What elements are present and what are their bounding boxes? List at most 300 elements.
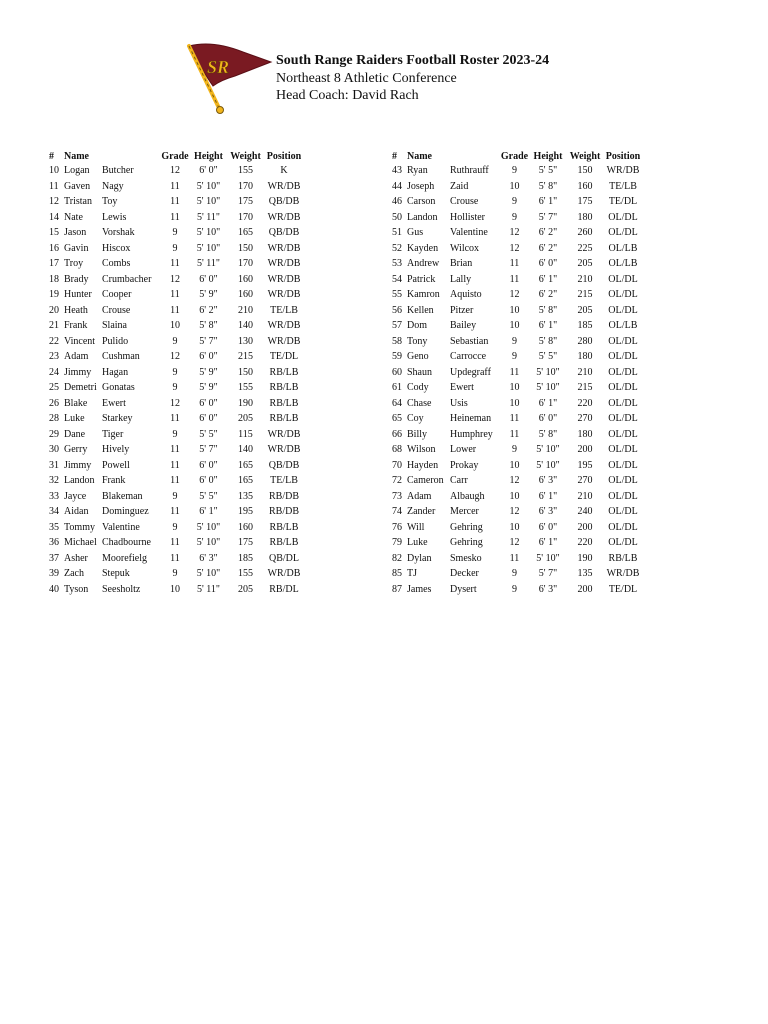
table-row (392, 442, 642, 458)
player-number: 55 (392, 289, 402, 301)
player-height: 5' 10" (196, 521, 221, 533)
player-grade: 10 (509, 320, 520, 332)
player-last-name: Hively (102, 444, 130, 456)
player-number: 43 (392, 165, 402, 177)
table-row (392, 179, 642, 195)
player-height: 5' 10" (196, 180, 221, 192)
player-last-name: Ewert (102, 397, 126, 409)
player-grade: 9 (172, 521, 178, 533)
table-row (49, 210, 304, 226)
player-first-name: Zander (407, 506, 436, 518)
player-last-name: Valentine (102, 521, 140, 533)
player-height: 5' 8" (538, 304, 558, 316)
player-number: 23 (49, 351, 59, 363)
player-position: QB/DL (269, 552, 299, 564)
player-position: WR/DB (606, 165, 640, 177)
player-position: WR/DB (267, 211, 301, 223)
player-number: 52 (392, 242, 402, 254)
player-weight: 180 (577, 428, 593, 440)
player-position: OL/DL (608, 475, 638, 487)
table-row (392, 582, 642, 598)
table-row (49, 163, 304, 179)
player-first-name: Joseph (407, 180, 435, 192)
player-height: 6' 0" (199, 459, 218, 471)
player-first-name: Brady (64, 273, 89, 285)
player-height: 5' 7" (538, 568, 558, 580)
player-last-name: Ewert (450, 382, 474, 394)
player-first-name: Andrew (407, 258, 440, 270)
player-grade: 12 (170, 397, 180, 409)
player-height: 6' 3" (538, 583, 558, 595)
player-grade: 10 (170, 320, 180, 332)
player-first-name: James (407, 583, 432, 595)
table-row (392, 551, 642, 567)
player-first-name: Zach (64, 568, 84, 580)
player-position: WR/DB (267, 273, 301, 285)
player-grade: 11 (170, 304, 180, 316)
player-number: 10 (49, 165, 59, 177)
player-height: 5' 9" (199, 289, 218, 301)
player-position: OL/DL (608, 521, 638, 533)
player-number: 24 (49, 366, 59, 378)
player-height: 5' 10" (536, 366, 560, 378)
player-number: 87 (392, 583, 402, 595)
player-height: 6' 1" (538, 196, 558, 208)
table-row (49, 551, 304, 567)
player-height: 6' 0" (199, 475, 218, 487)
player-grade: 9 (172, 382, 178, 394)
player-last-name: Vorshak (102, 227, 135, 239)
table-row (49, 272, 304, 288)
player-first-name: Coy (407, 413, 424, 425)
player-height: 5' 5" (199, 490, 218, 502)
player-position: OL/DL (608, 382, 638, 394)
player-grade: 10 (509, 459, 520, 471)
player-height: 6' 1" (538, 320, 558, 332)
player-weight: 205 (238, 583, 253, 595)
player-first-name: Shaun (407, 366, 432, 378)
conference-name: Northeast 8 Athletic Conference (276, 71, 457, 86)
player-height: 5' 11" (196, 211, 220, 223)
player-number: 33 (49, 490, 59, 502)
player-weight: 175 (238, 537, 253, 549)
player-last-name: Mercer (450, 506, 479, 518)
player-position: OL/LB (608, 242, 638, 254)
logo-letters: SR (207, 57, 230, 77)
player-weight: 260 (577, 227, 593, 239)
table-row (49, 473, 304, 489)
roster-table-right (392, 149, 642, 597)
player-grade: 12 (170, 165, 180, 177)
player-number: 61 (392, 382, 402, 394)
player-grade: 11 (170, 258, 180, 270)
player-height: 5' 5" (199, 428, 218, 440)
player-last-name: Ruthrauff (450, 165, 489, 177)
col-name: Name (407, 150, 432, 162)
col-position: Position (605, 150, 641, 162)
player-weight: 165 (238, 227, 253, 239)
player-grade: 11 (509, 428, 520, 440)
player-first-name: Luke (64, 413, 85, 425)
player-height: 6' 1" (538, 273, 558, 285)
table-row (49, 194, 304, 210)
player-height: 6' 2" (538, 227, 558, 239)
player-position: OL/DL (608, 428, 638, 440)
player-grade: 11 (170, 459, 180, 471)
player-number: 20 (49, 304, 59, 316)
player-weight: 140 (238, 444, 253, 456)
player-first-name: Tony (407, 335, 428, 347)
table-row (49, 365, 304, 381)
player-last-name: Gonatas (102, 382, 135, 394)
player-first-name: Wilson (407, 444, 436, 456)
player-number: 39 (49, 568, 59, 580)
player-weight: 215 (577, 382, 593, 394)
table-row (49, 303, 304, 319)
player-weight: 160 (238, 521, 253, 533)
player-grade: 10 (509, 490, 520, 502)
player-number: 46 (392, 196, 402, 208)
player-height: 6' 2" (538, 242, 558, 254)
col-weight: Weight (569, 150, 601, 162)
player-number: 50 (392, 211, 402, 223)
player-grade: 12 (509, 475, 520, 487)
player-position: OL/DL (608, 289, 638, 301)
player-number: 14 (49, 211, 59, 223)
player-weight: 200 (577, 521, 593, 533)
player-last-name: Crouse (450, 196, 479, 208)
table-row (392, 396, 642, 412)
player-position: OL/DL (608, 397, 638, 409)
player-weight: 200 (577, 444, 593, 456)
player-grade: 11 (509, 366, 520, 378)
player-last-name: Slaina (102, 320, 127, 332)
player-number: 54 (392, 273, 402, 285)
player-number: 70 (392, 459, 402, 471)
player-first-name: Geno (407, 351, 429, 363)
table-row (49, 535, 304, 551)
player-last-name: Frank (102, 475, 126, 487)
player-position: QB/DB (268, 227, 300, 239)
table-header-row (49, 149, 304, 163)
player-position: OL/DL (608, 459, 638, 471)
table-row (392, 210, 642, 226)
player-position: OL/DL (608, 444, 638, 456)
player-last-name: Powell (102, 459, 130, 471)
player-last-name: Chadbourne (102, 537, 151, 549)
player-position: TE/DL (608, 196, 638, 208)
player-grade: 10 (509, 397, 520, 409)
player-position: OL/DL (608, 506, 638, 518)
player-number: 44 (392, 180, 402, 192)
player-height: 6' 0" (538, 521, 558, 533)
player-position: WR/DB (267, 258, 301, 270)
head-coach: Head Coach: David Rach (276, 88, 419, 103)
player-height: 5' 5" (538, 165, 558, 177)
player-first-name: Heath (64, 304, 88, 316)
player-last-name: Gehring (450, 537, 483, 549)
player-last-name: Crumbacher (102, 273, 152, 285)
player-grade: 11 (170, 196, 180, 208)
roster-table-left (49, 149, 304, 597)
player-last-name: Crouse (102, 304, 131, 316)
player-first-name: Carson (407, 196, 436, 208)
col-position: Position (266, 150, 302, 162)
player-last-name: Tiger (102, 428, 124, 440)
player-weight: 150 (577, 165, 593, 177)
player-first-name: Asher (64, 552, 88, 564)
player-grade: 9 (172, 335, 178, 347)
player-weight: 165 (238, 459, 253, 471)
player-first-name: Jimmy (64, 366, 92, 378)
table-row (49, 504, 304, 520)
table-row (392, 535, 642, 551)
player-position: RB/DB (268, 506, 299, 518)
player-weight: 155 (238, 165, 253, 177)
player-position: OL/DL (608, 273, 638, 285)
player-number: 17 (49, 258, 59, 270)
player-position: OL/DL (608, 490, 638, 502)
table-row (49, 380, 304, 396)
player-last-name: Hollister (450, 211, 485, 223)
player-grade: 9 (512, 568, 517, 580)
player-position: QB/DB (268, 196, 300, 208)
table-row (392, 365, 642, 381)
player-grade: 9 (172, 490, 178, 502)
player-last-name: Bailey (450, 320, 477, 332)
player-grade: 12 (509, 289, 520, 301)
player-weight: 225 (577, 242, 593, 254)
player-first-name: Frank (64, 320, 88, 332)
col-height: Height (194, 150, 223, 162)
player-grade: 11 (509, 273, 520, 285)
player-first-name: Gus (407, 227, 424, 239)
player-last-name: Brian (450, 258, 473, 270)
player-weight: 160 (238, 273, 253, 285)
player-last-name: Nagy (102, 180, 124, 192)
player-height: 5' 10" (196, 537, 221, 549)
col-number: # (49, 150, 54, 162)
player-position: RB/LB (269, 397, 299, 409)
player-position: OL/DL (608, 227, 638, 239)
raiders-pennant-logo (183, 42, 273, 118)
player-number: 25 (49, 382, 59, 394)
player-first-name: Nate (64, 211, 83, 223)
table-row (49, 225, 304, 241)
player-position: OL/DL (608, 304, 638, 316)
player-weight: 205 (238, 413, 253, 425)
col-height: Height (533, 150, 563, 162)
player-number: 12 (49, 196, 59, 208)
player-height: 5' 9" (199, 366, 218, 378)
table-row (49, 318, 304, 334)
player-weight: 210 (238, 304, 253, 316)
player-weight: 270 (577, 475, 593, 487)
player-height: 6' 0" (538, 258, 558, 270)
player-position: RB/LB (269, 537, 299, 549)
player-weight: 180 (577, 211, 593, 223)
table-row (49, 334, 304, 350)
player-height: 5' 11" (196, 258, 220, 270)
player-weight: 180 (577, 351, 593, 363)
player-first-name: Billy (407, 428, 428, 440)
player-number: 30 (49, 444, 59, 456)
player-height: 5' 5" (538, 351, 558, 363)
player-weight: 215 (577, 289, 593, 301)
player-number: 15 (49, 227, 59, 239)
player-number: 74 (392, 506, 402, 518)
player-weight: 140 (238, 320, 253, 332)
player-number: 66 (392, 428, 402, 440)
player-height: 6' 1" (538, 490, 558, 502)
player-grade: 9 (172, 242, 178, 254)
player-number: 58 (392, 335, 402, 347)
table-row (49, 520, 304, 536)
player-grade: 12 (509, 227, 520, 239)
player-position: WR/DB (267, 444, 301, 456)
col-number: # (392, 150, 397, 162)
table-row (49, 458, 304, 474)
player-grade: 12 (509, 537, 520, 549)
player-first-name: Chase (407, 397, 432, 409)
player-last-name: Toy (102, 196, 118, 208)
player-grade: 10 (509, 521, 520, 533)
table-row (392, 520, 642, 536)
player-first-name: Adam (407, 490, 432, 502)
player-position: TE/LB (609, 180, 637, 192)
player-height: 5' 8" (538, 428, 558, 440)
player-first-name: Patrick (407, 273, 436, 285)
player-first-name: Blake (64, 397, 88, 409)
player-weight: 165 (238, 475, 253, 487)
player-position: OL/DL (608, 366, 638, 378)
table-row (49, 411, 304, 427)
player-last-name: Butcher (102, 165, 134, 177)
player-weight: 185 (577, 320, 593, 332)
table-row (49, 489, 304, 505)
table-row (49, 427, 304, 443)
player-last-name: Prokay (450, 459, 479, 471)
player-last-name: Albaugh (450, 490, 485, 502)
player-number: 68 (392, 444, 402, 456)
player-number: 64 (392, 397, 402, 409)
col-grade: Grade (500, 150, 529, 162)
player-last-name: Blakeman (102, 490, 143, 502)
player-height: 5' 7" (538, 211, 558, 223)
player-last-name: Heineman (450, 413, 492, 425)
player-height: 6' 1" (199, 506, 218, 518)
player-last-name: Lewis (102, 211, 127, 223)
table-row (49, 442, 304, 458)
player-grade: 11 (170, 211, 180, 223)
table-row (49, 256, 304, 272)
player-number: 19 (49, 289, 59, 301)
player-last-name: Carrocce (450, 351, 487, 363)
player-last-name: Pulido (102, 335, 129, 347)
table-row (392, 194, 642, 210)
player-weight: 195 (238, 506, 253, 518)
player-number: 26 (49, 397, 59, 409)
player-height: 6' 0" (199, 165, 218, 177)
player-last-name: Lower (450, 444, 477, 456)
player-weight: 220 (577, 537, 593, 549)
player-last-name: Combs (102, 258, 131, 270)
table-row (392, 566, 642, 582)
player-height: 5' 10" (536, 382, 560, 394)
player-weight: 130 (238, 335, 253, 347)
player-weight: 200 (577, 583, 593, 595)
player-weight: 210 (577, 273, 593, 285)
col-name: Name (64, 150, 89, 162)
player-last-name: Zaid (450, 180, 469, 192)
player-height: 6' 0" (199, 413, 218, 425)
player-height: 5' 10" (536, 552, 560, 564)
player-first-name: Kamron (407, 289, 440, 301)
player-grade: 11 (170, 444, 180, 456)
player-number: 40 (49, 583, 59, 595)
player-height: 5' 7" (199, 335, 218, 347)
player-number: 79 (392, 537, 402, 549)
player-first-name: Gerry (64, 444, 88, 456)
player-weight: 220 (577, 397, 593, 409)
player-grade: 11 (509, 413, 520, 425)
player-last-name: Moorefielg (102, 552, 147, 564)
player-grade: 9 (512, 211, 517, 223)
player-number: 65 (392, 413, 402, 425)
player-first-name: Logan (64, 165, 90, 177)
player-weight: 205 (577, 258, 593, 270)
player-position: RB/LB (269, 521, 299, 533)
table-row (392, 303, 642, 319)
player-last-name: Dominguez (102, 506, 149, 518)
player-number: 59 (392, 351, 402, 363)
player-height: 5' 11" (196, 583, 220, 595)
player-position: RB/DB (268, 490, 299, 502)
player-height: 6' 3" (199, 552, 218, 564)
player-position: OL/DL (608, 537, 638, 549)
player-position: WR/DB (267, 180, 301, 192)
player-weight: 175 (577, 196, 593, 208)
player-first-name: Kellen (407, 304, 434, 316)
player-weight: 160 (238, 289, 253, 301)
player-first-name: Landon (64, 475, 95, 487)
player-first-name: Cody (407, 382, 429, 394)
player-position: WR/DB (606, 568, 640, 580)
player-last-name: Hagan (102, 366, 129, 378)
player-height: 5' 10" (196, 196, 221, 208)
player-first-name: Michael (64, 537, 97, 549)
player-first-name: Adam (64, 351, 89, 363)
player-weight: 210 (577, 490, 593, 502)
player-first-name: Will (407, 521, 425, 533)
player-height: 6' 0" (538, 413, 558, 425)
player-position: WR/DB (267, 428, 301, 440)
table-row (392, 225, 642, 241)
player-height: 6' 0" (199, 397, 218, 409)
table-row (392, 256, 642, 272)
player-position: RB/DL (269, 583, 299, 595)
player-grade: 11 (170, 475, 180, 487)
player-number: 21 (49, 320, 59, 332)
player-weight: 185 (238, 552, 253, 564)
table-row (392, 473, 642, 489)
player-number: 11 (49, 180, 59, 192)
player-number: 18 (49, 273, 59, 285)
player-first-name: Landon (407, 211, 438, 223)
player-last-name: Usis (450, 397, 468, 409)
player-grade: 12 (509, 506, 520, 518)
player-first-name: Troy (64, 258, 84, 270)
